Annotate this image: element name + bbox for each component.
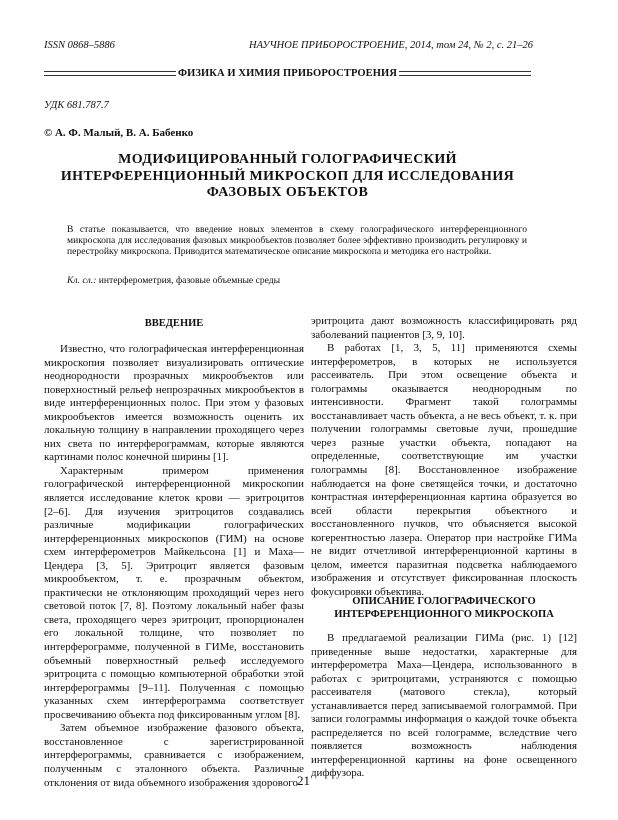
journal-citation: НАУЧНОЕ ПРИБОРОСТРОЕНИЕ, 2014, том 24, № 2, с. 21–26 xyxy=(249,40,533,51)
title-line: МОДИФИЦИРОВАННЫЙ ГОЛОГРАФИЧЕСКИЙ xyxy=(118,152,457,167)
title-line: ФАЗОВЫХ ОБЪЕКТОВ xyxy=(206,185,369,200)
paragraph: Затем объемное изображение фазового объекта, восстановленное с зарегистрированной интерферограммы, сравнивается с изображением, полученным с эталонного объекта. Различные отклонения от вида объемного изображения здорового xyxy=(44,722,304,789)
band-rule-right xyxy=(399,71,531,76)
issn: ISSN 0868–5886 xyxy=(44,40,115,51)
section-band xyxy=(44,68,531,79)
keywords-label: Кл. сл.: xyxy=(67,275,97,286)
abstract: В статье показывается, что введение новых элементов в схему голографического интерференционного микроскопа для исследования фазовых микрообъектов позволяет более эффективно производить регулировку и перестройку микроскопа. Приводится математическое описание микроскопа и методика его настройки. xyxy=(67,224,527,258)
paragraph: эритроцита дают возможность классифицировать ряд заболеваний пациентов [3, 9, 10]. xyxy=(311,315,577,341)
section-title: ФИЗИКА И ХИМИЯ ПРИБОРОСТРОЕНИЯ xyxy=(178,68,398,79)
title-line: ИНТЕРФЕРЕНЦИОННЫЙ МИКРОСКОП ДЛЯ ИССЛЕДОВАНИЯ xyxy=(60,168,515,184)
column-left xyxy=(44,343,304,790)
column-right-description xyxy=(311,632,577,781)
heading-line: ИНТЕРФЕРЕНЦИОННОГО МИКРОСКОПА xyxy=(334,609,554,620)
heading-line: ОПИСАНИЕ ГОЛОГРАФИЧЕСКОГО xyxy=(352,596,536,607)
keywords-text: интерферометрия, фазовые объемные среды xyxy=(96,275,281,286)
paragraph: В работах [1, 3, 5, 11] применяются схемы интерферометров, в которых не используется рассеиватель. При этом освещение объекта и голограммы оказывается неоднородным по интенсивности. Фрагмент такой голограммы восстанавливает часть объекта, а не весь объект, т. к. при получении голограммы световые лучи, прошедшие через разные участки объекта, попадают на определенные, соответствующие им участки голограммы [8]. Восстановленное изображение наблюдается на фоне светящейся точки, и достаточно контрастная интерференционная картина образуется во всей области перекрытия объектного и восстановленного пучков, что объясняется высокой когерентностью лазера. Оператор при настройке ГИМа не видит отчетливой интерференционной картины в целом, имеется паразитная подсветка наблюдаемого изображения и отсутствует фиксированная плоскость фокусировки объектива. xyxy=(311,342,577,598)
keywords xyxy=(67,275,280,286)
heading-description xyxy=(311,595,577,621)
band-rule-left xyxy=(44,71,176,76)
column-right xyxy=(311,315,577,599)
heading-introduction: ВВЕДЕНИЕ xyxy=(144,318,204,329)
paragraph: Известно, что голографическая интерференционная микроскопия позволяет визуализировать оптические неоднородности прозрачных микрообъектов или поверхностный рельеф непрозрачных микрообъектов в виде интерференционных полос. При этом у фазовых микрообъектов имеется возможность оценить их локальную толщину в направлении проходящего через них света по интерферограммам, которые являются картинами полос конечной ширины [1]. xyxy=(44,343,304,464)
page-number: 21 xyxy=(297,773,310,788)
article-title xyxy=(44,152,531,202)
udk-code: УДК 681.787.7 xyxy=(44,100,109,111)
authors: © А. Ф. Малый, В. А. Бабенко xyxy=(44,127,194,139)
paragraph: В предлагаемой реализации ГИМа (рис. 1) [12] приведенные выше недостатки, характерные для интерферометра Маха—Цендера, использованного в работах с эритроцитами, устраняются с помощью рассеивателя (матового стекла), который устанавливается перед записываемой голограммой. При записи голограммы информация о каждой точке объекта распределяется по всей голограмме, вследствие чего появляется возможность наблюдения интерференционной картины на фоне освещенного диффузора. xyxy=(311,632,577,780)
paragraph: Характерным примером применения голографической интерференционной микроскопии является исследование клеток крови — эритроцитов [2–6]. Для изучения эритроцитов создавались различные модификации голографических интерференционных микроскопов (ГИМ) на основе схем интерферометров Майкельсона [1] и Маха—Цендера [3, 5]. Эритроцит является фазовым микрообъектом, т. е. прозрачным объектом, практически не отклоняющим проходящий через него световой поток [7, 8]. Поэтому локальный набег фазы света, проходящего через эритроцит, пропорционален его локальной толщине, что позволяет по интерферограмме, полученной в ГИМе, восстановить объемный поверхностный рельеф исследуемого эритроцита с помощью компьютерной обработки этой интерферограммы [9–11]. Полученная с помощью указанных схем интерферограмма соответствует просвечиванию объекта под фиксированным углом [8]. xyxy=(44,464,304,721)
